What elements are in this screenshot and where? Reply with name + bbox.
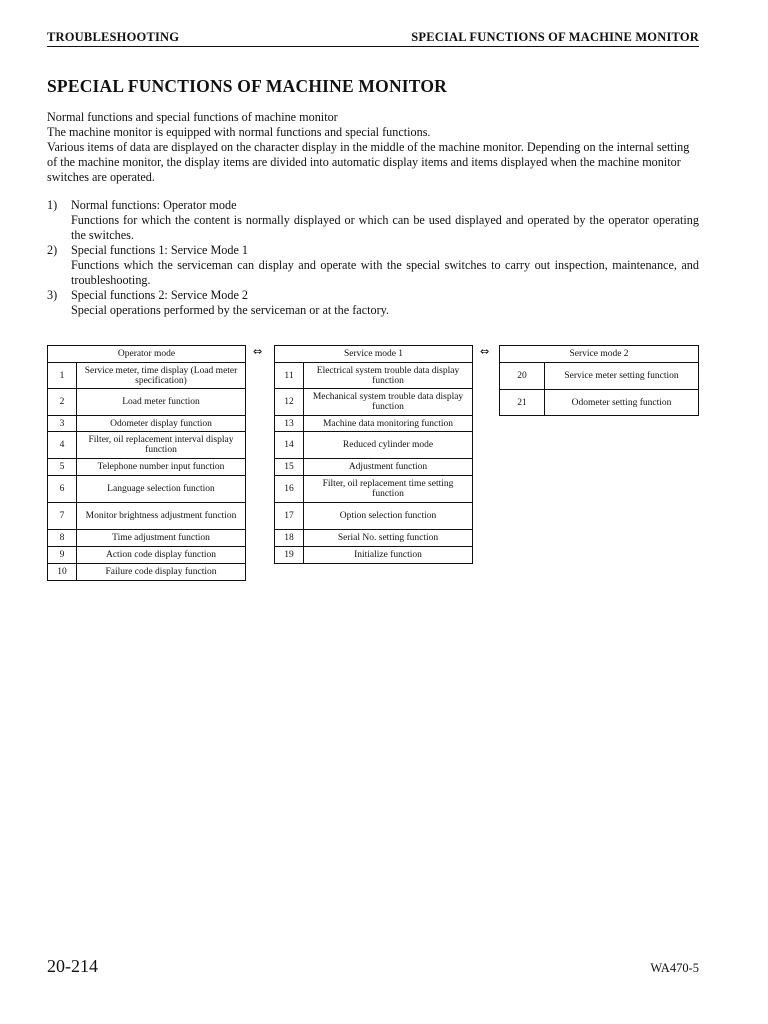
row-number: 20: [500, 363, 545, 390]
table-row: [48, 530, 246, 547]
row-function: Service meter setting function: [545, 363, 699, 390]
row-number: 21: [500, 390, 545, 416]
row-function: Option selection function: [304, 503, 473, 530]
header-section-label: TROUBLESHOOTING: [47, 30, 180, 44]
header-page-topic: SPECIAL FUNCTIONS OF MACHINE MONITOR: [411, 30, 699, 44]
table-header: Service mode 1: [275, 346, 473, 363]
row-number: 17: [275, 503, 304, 530]
table-row: [48, 459, 246, 476]
table-row: [275, 432, 473, 459]
table-row: [48, 432, 246, 459]
row-function: Action code display function: [77, 547, 246, 564]
row-function: Service meter, time display (Load meter specification): [77, 363, 246, 389]
list-description: Functions for which the content is normally displayed or which can be used displayed and operated by the operator operating the switches.: [71, 213, 699, 242]
list-number: 3): [47, 288, 58, 302]
row-function: Time adjustment function: [77, 530, 246, 547]
table-row: [275, 547, 473, 564]
row-function: Odometer setting function: [545, 390, 699, 416]
table-row: [48, 564, 246, 581]
row-function: Electrical system trouble data display function: [304, 363, 473, 389]
list-heading: Special functions 2: Service Mode 2: [71, 288, 249, 302]
row-number: 9: [48, 547, 77, 564]
row-function: Language selection function: [77, 476, 246, 503]
operator-mode-table: [47, 345, 246, 581]
table-row: [275, 363, 473, 389]
list-heading: Normal functions: Operator mode: [71, 198, 237, 212]
intro-line: The machine monitor is equipped with normal functions and special functions.: [47, 125, 431, 139]
table-row: [48, 503, 246, 530]
table-row: [275, 503, 473, 530]
row-number: 4: [48, 432, 77, 459]
table-row: [275, 476, 473, 503]
list-number: 1): [47, 198, 58, 212]
service-mode-2-table: [499, 345, 699, 416]
row-number: 1: [48, 363, 77, 389]
row-number: 3: [48, 416, 77, 432]
table-row: [48, 389, 246, 416]
list-number: 2): [47, 243, 58, 257]
row-function: Telephone number input function: [77, 459, 246, 476]
table-row: [275, 530, 473, 547]
intro-line: Normal functions and special functions of machine monitor: [47, 110, 338, 124]
row-number: 12: [275, 389, 304, 416]
row-function: Odometer display function: [77, 416, 246, 432]
page-title: SPECIAL FUNCTIONS OF MACHINE MONITOR: [47, 76, 448, 96]
row-number: 5: [48, 459, 77, 476]
row-function: Machine data monitoring function: [304, 416, 473, 432]
table-row: [500, 390, 699, 416]
row-function: Reduced cylinder mode: [304, 432, 473, 459]
table-row: [48, 363, 246, 389]
page-number: 20-214: [47, 956, 98, 976]
intro-line: Various items of data are displayed on the character display in the middle of the machine monitor. Depending on the internal setting of the machine monitor, the display items are divided into automatic display items and items displayed when the machine monitor switches are operated.: [47, 140, 690, 184]
row-number: 16: [275, 476, 304, 503]
model-code: WA470-5: [650, 961, 699, 975]
function-list: [47, 198, 699, 318]
table-row: [275, 389, 473, 416]
row-function: Failure code display function: [77, 564, 246, 581]
list-item: [47, 243, 699, 288]
double-arrow-icon: ⇔: [253, 345, 263, 358]
double-arrow-icon: ⇔: [480, 345, 490, 358]
row-number: 13: [275, 416, 304, 432]
row-number: 2: [48, 389, 77, 416]
list-heading: Special functions 1: Service Mode 1: [71, 243, 249, 257]
row-number: 18: [275, 530, 304, 547]
row-function: Monitor brightness adjustment function: [77, 503, 246, 530]
row-function: Adjustment function: [304, 459, 473, 476]
row-function: Mechanical system trouble data display function: [304, 389, 473, 416]
row-number: 15: [275, 459, 304, 476]
row-number: 7: [48, 503, 77, 530]
row-function: Serial No. setting function: [304, 530, 473, 547]
row-number: 11: [275, 363, 304, 389]
table-row: [275, 459, 473, 476]
list-description: Special operations performed by the serviceman or at the factory.: [71, 303, 389, 317]
row-function: Filter, oil replacement time setting function: [304, 476, 473, 503]
list-item: [47, 288, 699, 318]
row-number: 10: [48, 564, 77, 581]
row-function: Filter, oil replacement interval display function: [77, 432, 246, 459]
row-number: 14: [275, 432, 304, 459]
table-row: [48, 476, 246, 503]
row-number: 19: [275, 547, 304, 564]
table-row: [48, 416, 246, 432]
table-header: Service mode 2: [500, 346, 699, 363]
intro-paragraph: [47, 110, 699, 185]
row-function: Load meter function: [77, 389, 246, 416]
table-row: [275, 416, 473, 432]
table-row: [48, 547, 246, 564]
list-description: Functions which the serviceman can display and operate with the special switches to carry out inspection, maintenance, and troubleshooting.: [71, 258, 699, 287]
table-row: [500, 363, 699, 390]
table-header: Operator mode: [48, 346, 246, 363]
row-number: 6: [48, 476, 77, 503]
header-divider: [47, 46, 699, 47]
row-number: 8: [48, 530, 77, 547]
row-function: Initialize function: [304, 547, 473, 564]
list-item: [47, 198, 699, 243]
service-mode-1-table: [274, 345, 473, 564]
